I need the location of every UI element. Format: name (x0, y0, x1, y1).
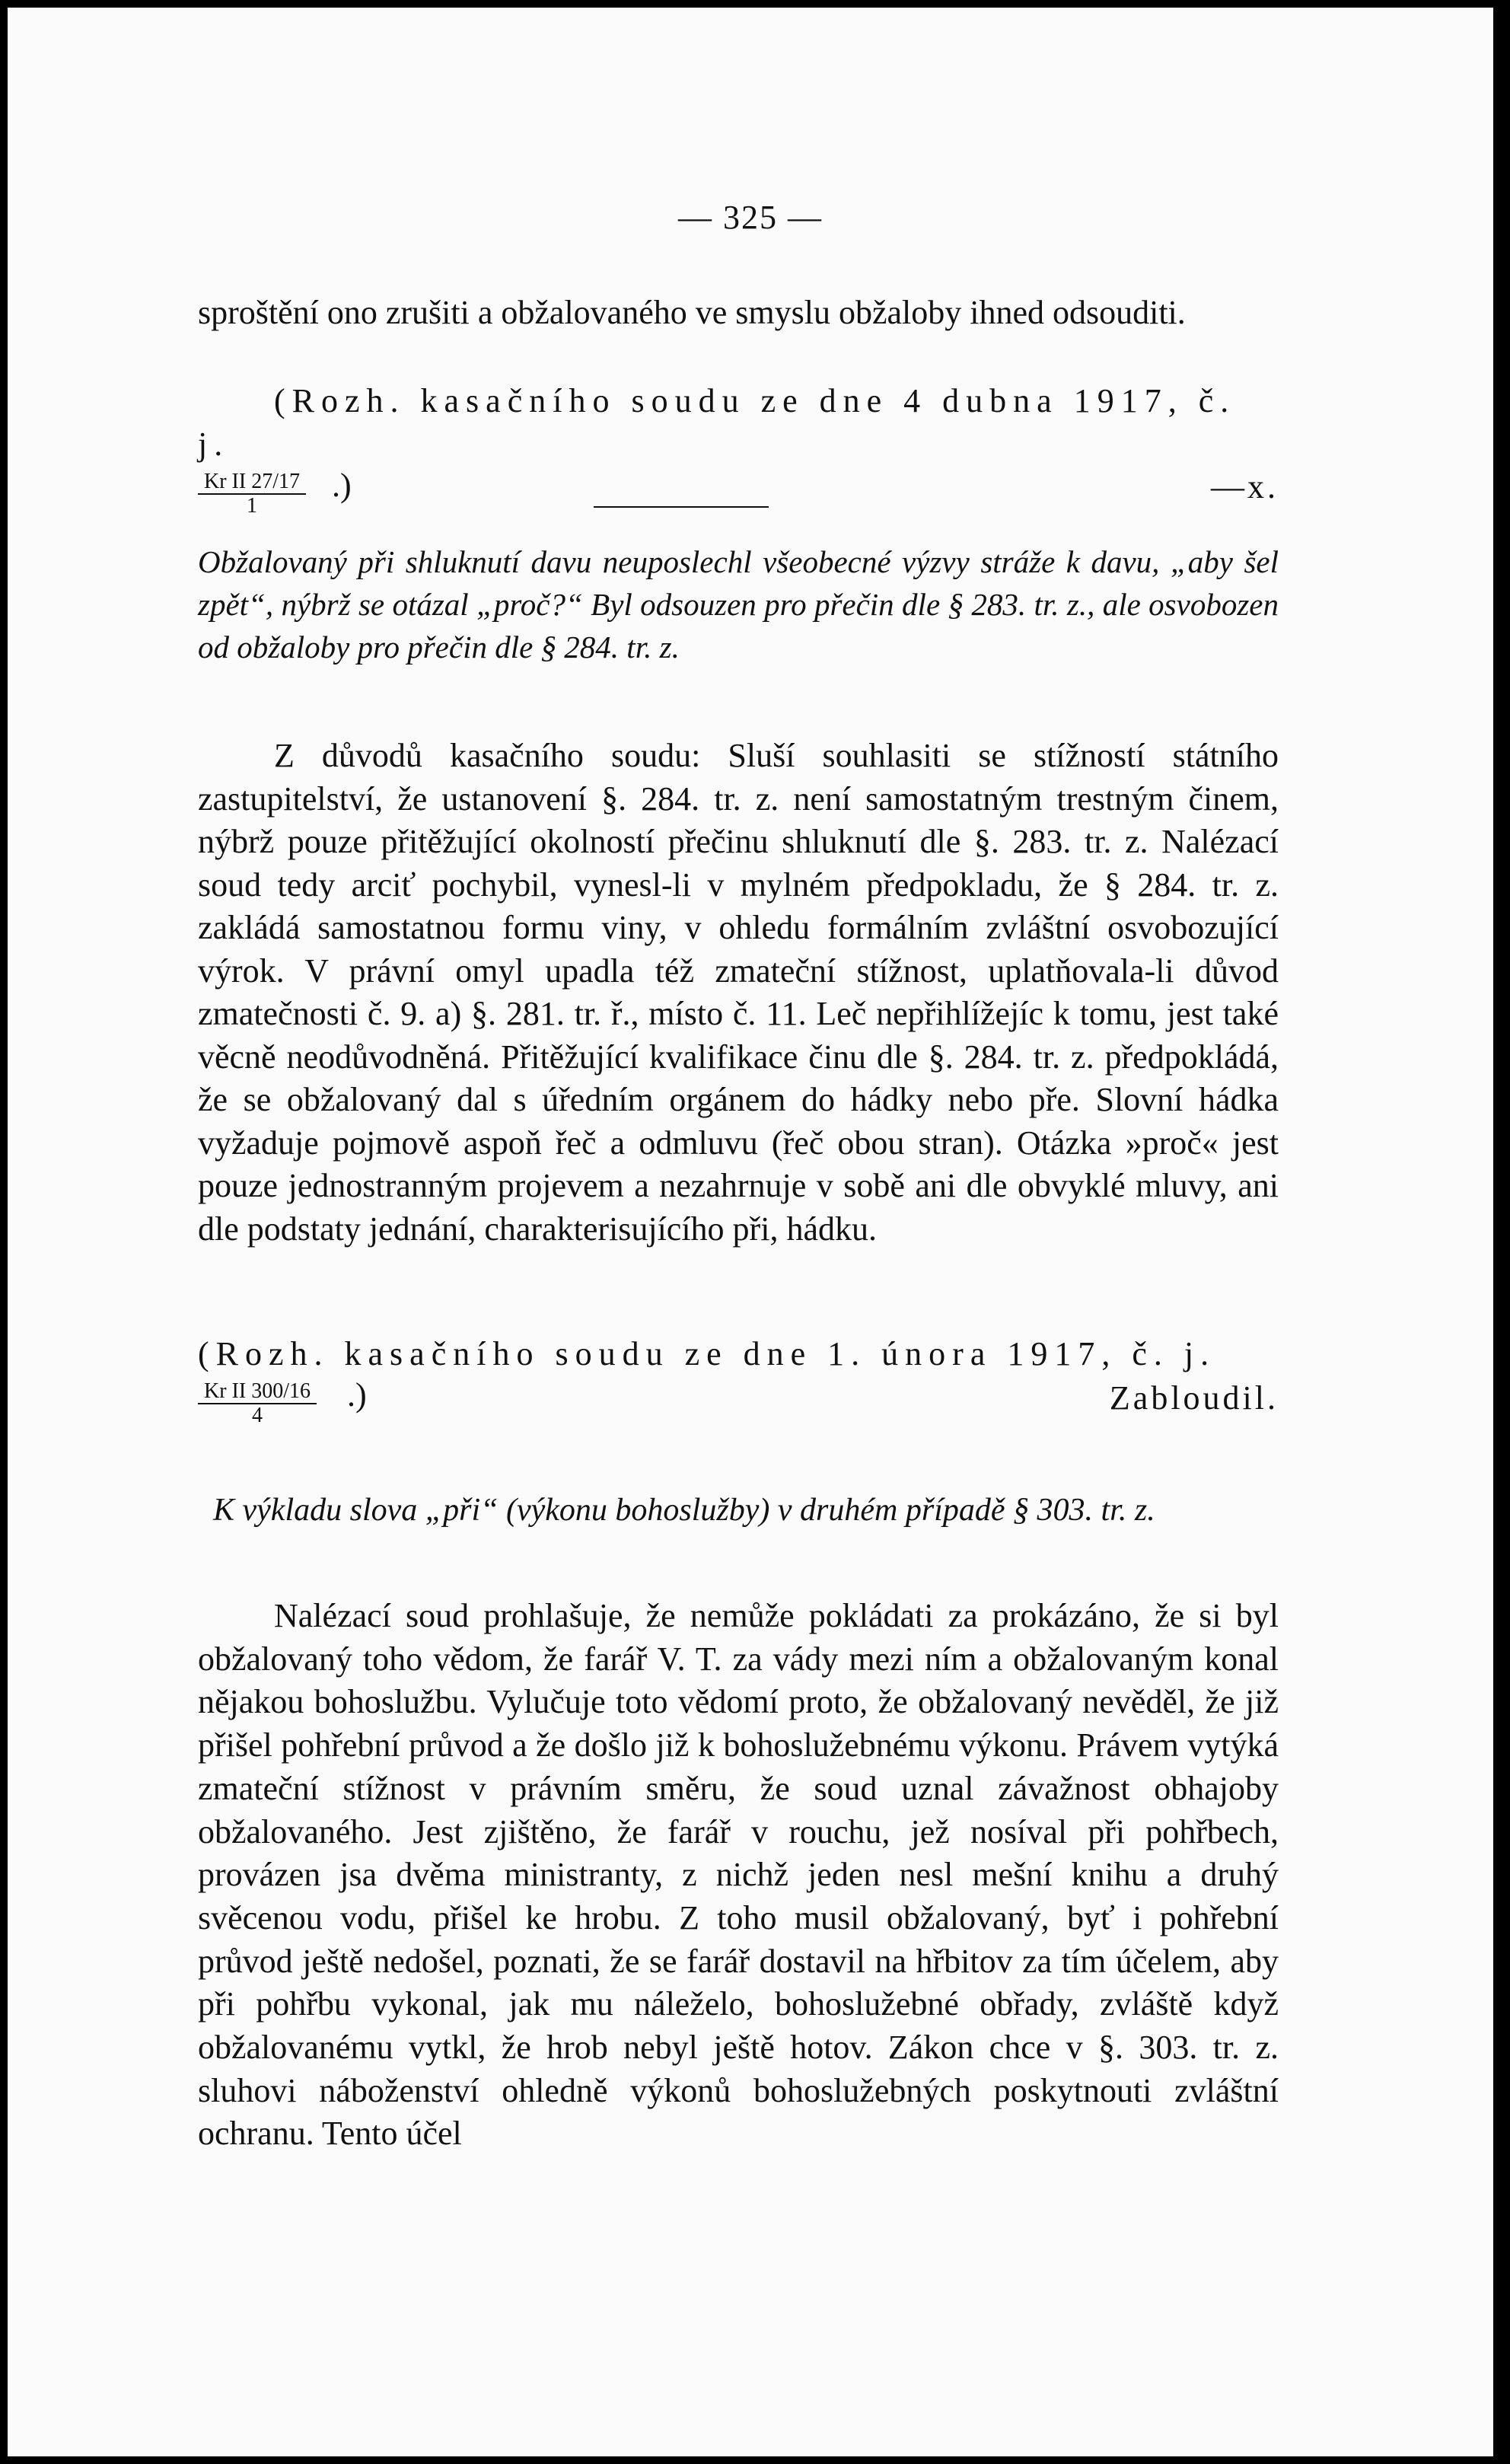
paragraph-reasons: Z důvodů kasačního soudu: Sluší souhlasiti se stížností státního zastupitelství, že ustanovení §. 284. tr. z. není samostatným trestným činem, nýbrž pouze přitěžující okolností přečinu shluknutí dle §. 283. tr. z. Nalézací soud tedy arciť pochybil, vynesl-li v mylném předpokladu, že § 284. tr. z. zakládá samostatnou formu viny, v ohledu formálním zvláštní osvobozující výrok. V právní omyl upadla též zmateční stížnost, uplatňovala-li důvod zmatečnosti č. 9. a) §. 281. tr. ř., místo č. 11. Leč nepřihlížejíc k tomu, jest také věcně neodůvodněná. Přitěžující kvalifikace činu dle §. 284. tr. z. předpokládá, že se obžalovaný dal s úředním orgánem do hádky nebo pře. Slovní hádka vyžaduje pojmově aspoň řeč a odmluvu (řeč obou stran). Otázka »proč« jest pouze jednostranným projevem a nezahrnuje v sobě ani dle obvyklé mluvy, ani dle podstaty jednání, charakterisujícího při, hádku. (198, 737, 1279, 1248)
citation-line: (Rozh. kasačního soudu ze dne 1. února 1917, č. j. (198, 1335, 1216, 1372)
body-section-2 (198, 1595, 1279, 2156)
document-page (8, 8, 1493, 2456)
heading-section-2 (198, 1488, 1279, 1532)
headnote: Obžalovaný při shluknutí davu neuposlechl všeobecné výzvy stráže k davu, „aby šel zpět“, nýbrž se otázal „proč?“ Byl odsouzen pro přečin dle § 283. tr. z., ale osvobozen od obžaloby pro přečin dle § 284. tr. z. (198, 544, 1279, 665)
case-reference: $\frac{\text{Kr II 27/17}}{1}$ (198, 470, 306, 518)
citation-2: (Rozh. kasačního soudu ze dne 1. února 1917, č. j. $\frac{\text{Kr II 300/16}}{4}$ .) Zabloudil. (198, 1332, 1279, 1429)
signature: Zabloudil. (1109, 1379, 1279, 1417)
headnote: K výkladu slova „při“ (výkonu bohoslužby) v druhém případě § 303. tr. z. (213, 1493, 1155, 1528)
citation-line: (Rozh. kasačního soudu ze dne 4 dubna 1917, č. j. (198, 382, 1236, 463)
paragraph-ruling: Nalézací soud prohlašuje, že nemůže pokládati za prokázáno, že si byl obžalovaný toho vědom, že farář V. T. za vády mezi ním a obžalovaným konal nějakou bohoslužbu. Vylučuje toto vědomí proto, že obžalovaný nevěděl, že již přišel pohřební průvod a že došlo již k bohoslužebnému výkonu. Právem vytýká zmateční stížnost v právním směru, že soud uznal závažnost obhajoby obžalovaného. Jest zjištěno, že farář v rouchu, jež nosíval při pohřbech, provázen jsa dvěma ministranty, z nichž jeden nesl mešní knihu a druhý svěcenou vodu, přišel ke hrobu. Z toho musil obžalovaný, byť i pohřební průvod ještě nedošel, poznati, že se farář dostavil na hřbitov za tím účelem, aby při pohřbu vykonal, jak mu náleželo, bohoslužebné obřady, zvláště když obžalovanému vytkl, že hrob nebyl ještě hotov. Zákon chce v §. 303. tr. z. sluhovi náboženství ohledně výkonů bohoslužebných poskytnouti zvláštní ochranu. Tento účel (198, 1597, 1279, 2153)
separator (594, 506, 769, 508)
body-section-1 (198, 735, 1279, 1251)
page-number: — 325 — (678, 199, 823, 236)
body-top (198, 291, 1279, 334)
paragraph-intro: sproštění ono zrušiti a obžalovaného ve smyslu obžaloby ihned odsouditi. (198, 294, 1186, 331)
heading-section-1 (198, 540, 1279, 668)
signature: —x. (1211, 468, 1279, 505)
case-reference: $\frac{\text{Kr II 300/16}}{4}$ (198, 1380, 317, 1427)
citation-1: (Rozh. kasačního soudu ze dne 4 dubna 1917, č. j. $\frac{\text{Kr II 27/17}}{1}$ .) —x. (198, 379, 1279, 519)
